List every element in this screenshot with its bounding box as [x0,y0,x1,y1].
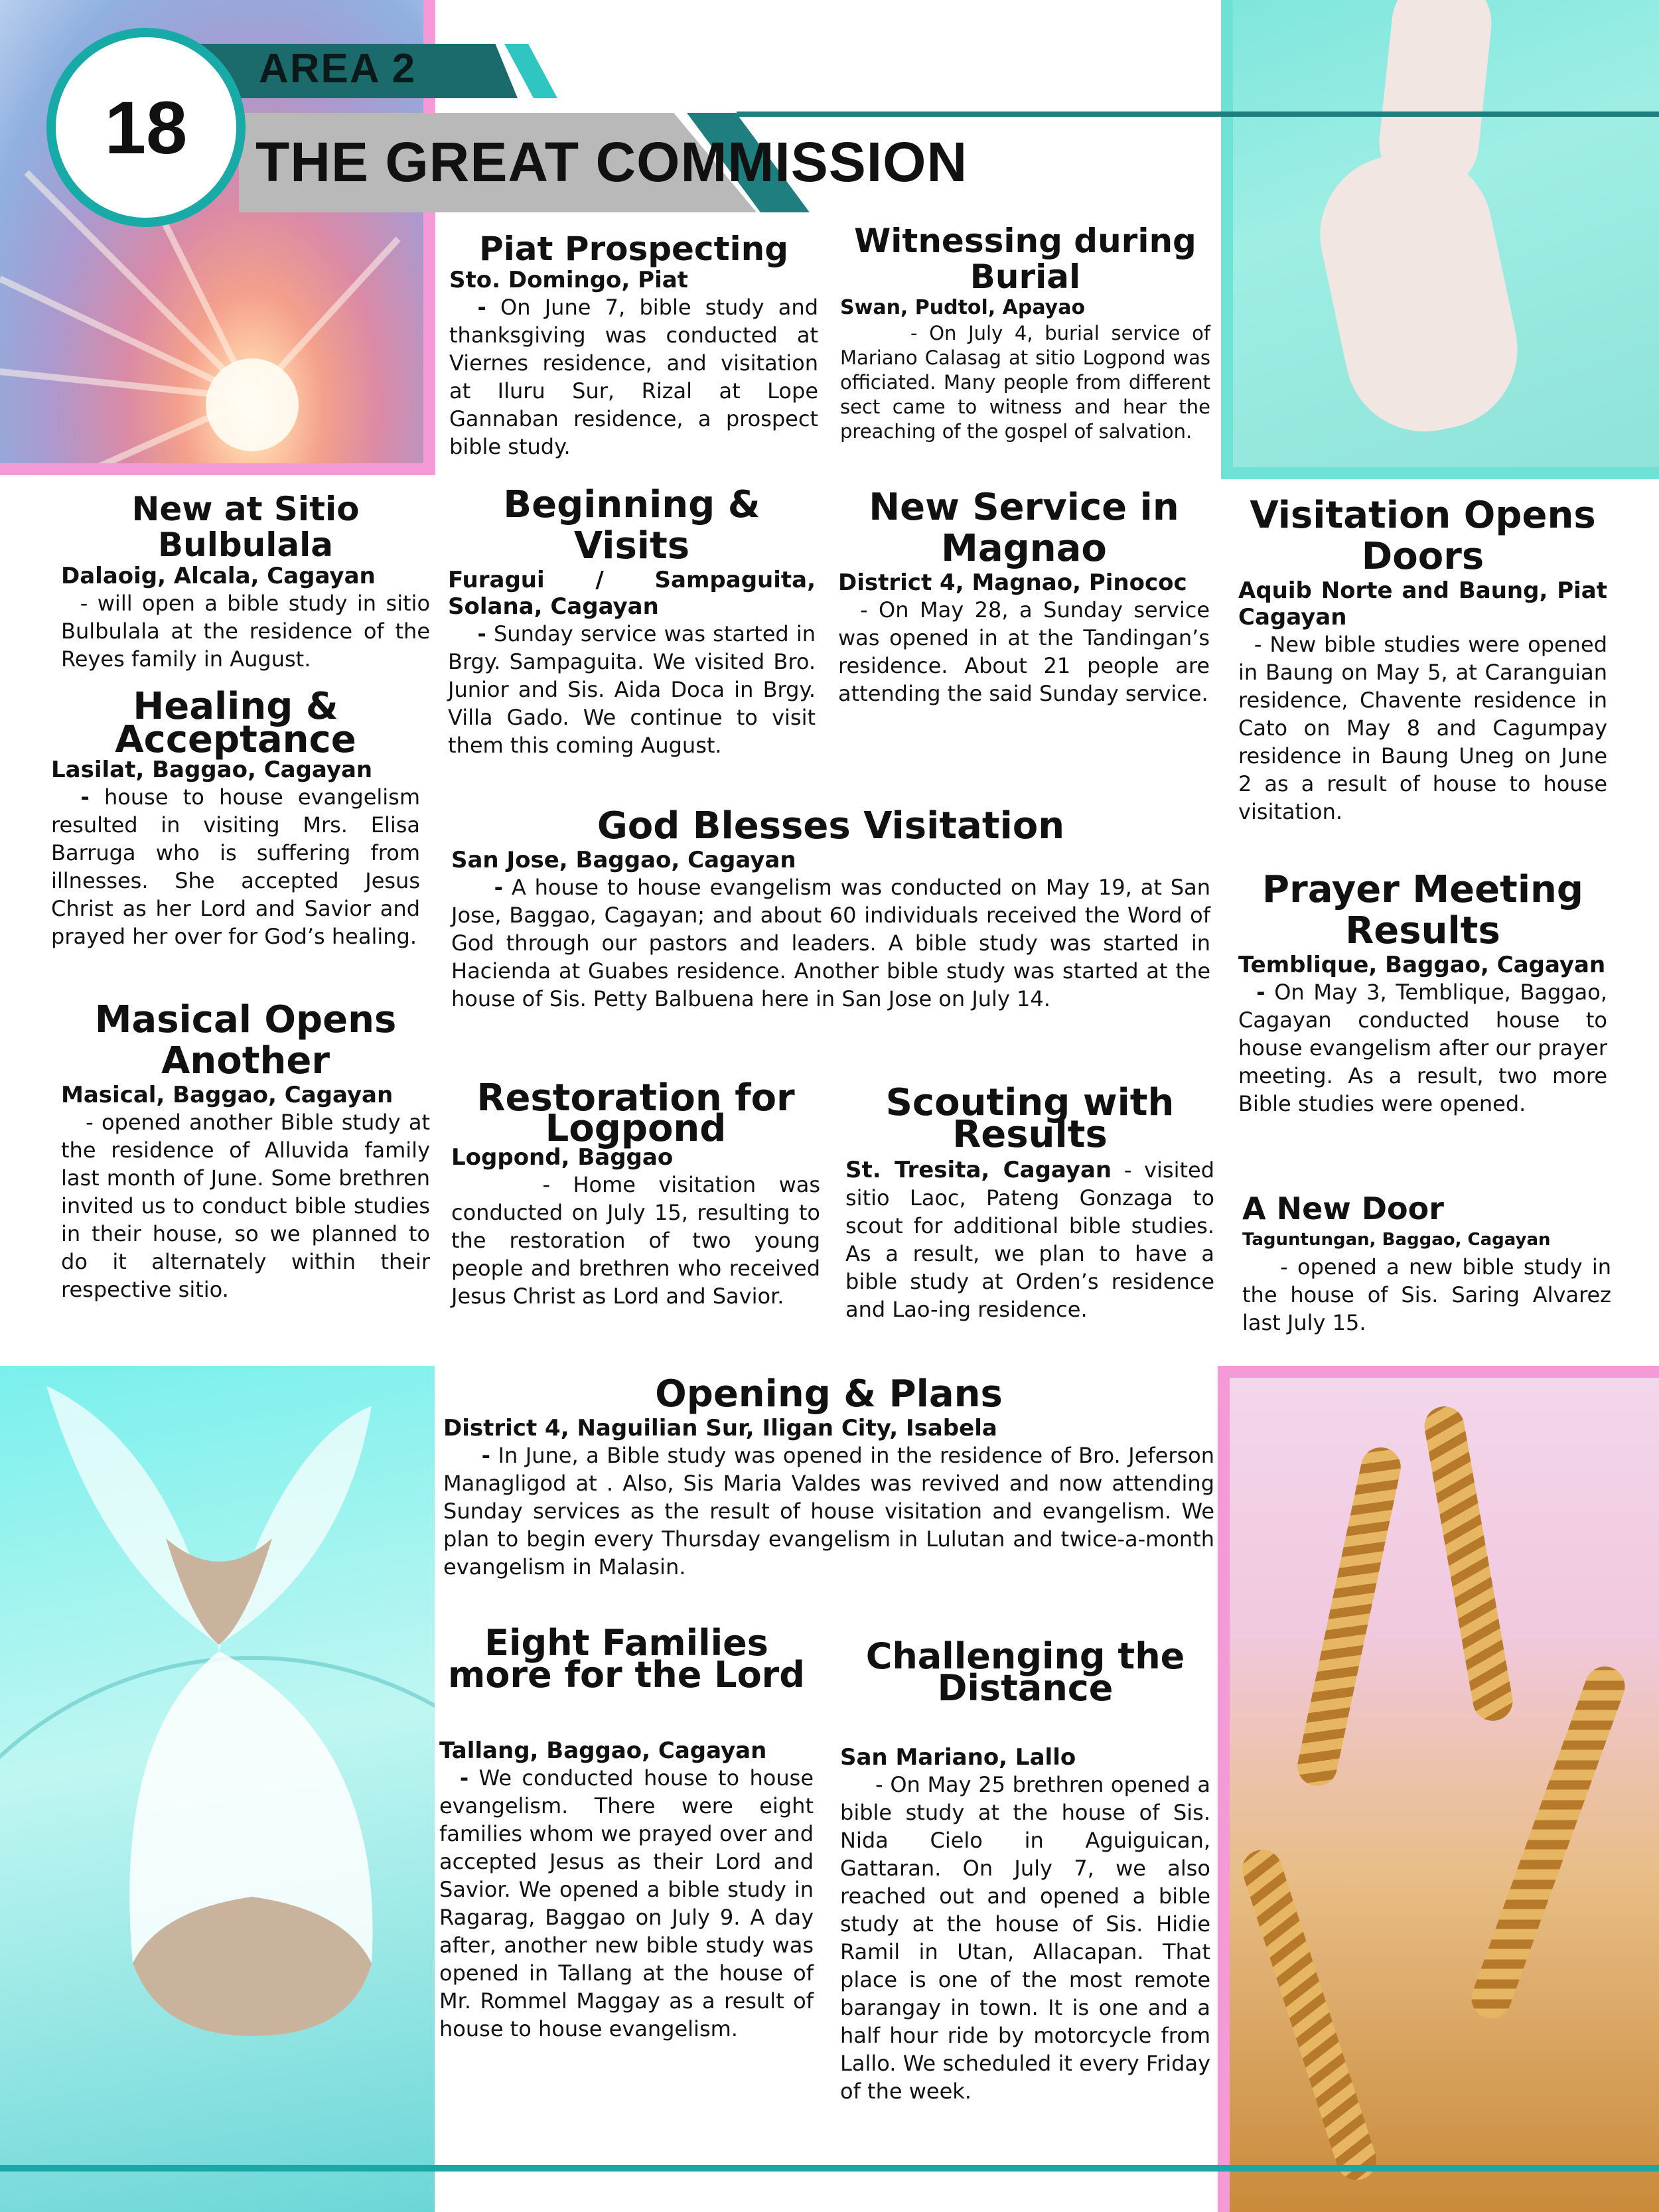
article-location: Lasilat, Baggao, Cagayan [51,757,373,783]
article-title: Prayer Meeting Results [1262,868,1583,952]
area-label: AREA 2 [259,46,417,92]
article-title: Masical Opens Another [94,998,397,1082]
article-body: St. Tresita, Cagayan - visited sitio Laoc, Pateng Gonzaga to scout for additional bible studies. As a result, we plan to have a bible study at Orden’s residence and Lao-ing residence. [845,1157,1215,1322]
article-title: New at Sitio Bulbulala [131,490,360,564]
article-opening-plans [443,1374,1214,1581]
article-healing-acceptance [51,685,421,950]
hourglass-image [0,1366,435,2212]
article-location: San Jose, Baggao, Cagayan [451,847,796,873]
wheat-stalk [1294,1443,1405,1789]
footer-rule [0,2165,1659,2172]
article-title: A New Door [1242,1191,1444,1226]
lower-hand-shape [1305,138,1532,447]
hands-image [1221,0,1659,479]
article-location: Tallang, Baggao, Cagayan [439,1737,767,1764]
header-rule [737,111,1659,117]
article-prayer-meeting-results [1238,869,1607,1118]
wheat-stalk [1237,1844,1382,2185]
article-location: Logpond, Baggao [451,1144,674,1171]
article-title: New Service in Magnao [869,486,1179,570]
article-body: - On June 7, bible study and thanksgiving was conducted at Viernes residence, and visitation at Iluru Sur, Rizal at Lope Gannaban residence, a prospect bible study. [449,295,819,459]
article-challenging-distance [840,1635,1211,2105]
article-location: Furagui / Sampaguita, Solana, Cagayan [448,567,816,620]
article-body: - On May 3, Temblique, Baggao, Cagayan conducted house to house evangelism after our prayer meeting. As a result, two more Bible studies were opened. [1238,980,1608,1116]
article-title: Beginning & Visits [503,483,760,567]
article-location: Masical, Baggao, Cagayan [61,1082,394,1108]
article-location: District 4, Naguilian Sur, Iligan City, Isabela [443,1415,997,1441]
article-location: Aquib Norte and Baung, Piat Cagayan [1238,577,1607,630]
article-title: Eight Families more for the Lord [448,1622,805,1696]
article-body: - A house to house evangelism was conducted on May 19, at San Jose, Baggao, Cagayan; and about 60 individuals received the Word of God through our pastors and leaders. A bible study was started in Hacienda at Guabes residence. Another bible study was started at the house of Sis. Petty Balbuena here in San Jose on July 14. [451,875,1211,1011]
article-masical-opens-another [61,999,430,1303]
wheat-stalk [1421,1403,1516,1724]
article-title: Piat Prospecting [478,230,788,268]
article-title: Healing & Acceptance [115,685,356,761]
section-title: THE GREAT COMMISSION [255,131,968,193]
article-witnessing-burial [840,223,1210,444]
article-body: - We conducted house to house evangelism. There were eight families whom we prayed over and accepted Jesus as their Lord and Savior. We opened a bible study in Ragarag, Baggao on July 9. A day after, another new bible study was opened in Tallang at the house of Mr. Rommel Maggay as a result of house to house evangelism. [439,1765,814,2041]
article-body: - On May 25 brethren opened a bible study at the house of Sis. Nida Cielo in Aguiguican, Gattaran. On July 7, we also reached out and opened a bible study at the house of Sis. Hidie Ramil in Utan, Allacapan. That place is one of the most remote barangay in town. It is one and a half hour ride by motorcycle from Lallo. We scheduled it every Friday of the week. [840,1772,1211,2104]
article-title: Challenging the Distance [865,1635,1185,1709]
article-location: Taguntungan, Baggao, Cagayan [1242,1230,1551,1250]
article-body: - In June, a Bible study was opened in the residence of Bro. Jeferson Managligod at . Also, Sis Maria Valdes was revived and now attending Sunday services as the result of house visitation and evangelism. We plan to begin every Thursday evangelism in Lulutan and twice-a-month evangelism in Malasin. [443,1443,1215,1580]
article-piat-prospecting [449,231,818,461]
article-new-service-magnao [838,487,1210,707]
article-god-blesses-visitation [451,806,1210,1013]
article-body: - opened another Bible study at the residence of Alluvida family last month of June. Some brethren invited us to conduct bible studies in their house, so we planned to do it alternately within their respective sitio. [61,1110,431,1302]
wheat-image [1218,1366,1659,2212]
article-body: - On July 4, burial service of Mariano Calasag at sitio Logpond was officiated. Many people from different sect came to witness and hear the preaching of the gospel of salvation. [840,322,1211,443]
article-body: - opened a new bible study in the house of Sis. Saring Alvarez last July 15. [1242,1254,1612,1335]
article-body: - Home visitation was conducted on July 15, resulting to the restoration of two young people and brethren who received Jesus Christ as Lord and Savior. [451,1172,821,1309]
article-beginning-visits [448,484,816,759]
article-location: Swan, Pudtol, Apayao [840,296,1086,319]
article-location: San Mariano, Lallo [840,1744,1076,1771]
article-title: Scouting with Results [885,1081,1175,1156]
article-body: - will open a bible study in sitio Bulbulala at the residence of the Reyes family in August. [61,591,431,672]
article-restoration-logpond [451,1076,821,1310]
page-number: 18 [104,86,188,169]
article-scouting-results [845,1081,1215,1323]
article-location: Dalaoig, Alcala, Cagayan [61,563,376,589]
article-title: Restoration for Logpond [476,1076,795,1150]
article-a-new-door [1242,1191,1611,1337]
article-location: Sto. Domingo, Piat [449,267,688,293]
article-location: Temblique, Baggao, Cagayan [1238,952,1606,978]
article-visitation-opens-doors [1238,495,1607,826]
hourglass-graphic [0,1366,435,2212]
article-body: - On May 28, a Sunday service was opened in at the Tandingan’s residence. About 21 people are attending the said Sunday service. [838,597,1210,706]
article-location: District 4, Magnao, Pinococ [838,569,1187,596]
article-eight-families [439,1622,814,2043]
article-title: Visitation Opens Doors [1250,494,1596,578]
page-number-badge [46,28,246,227]
article-body: - New bible studies were opened in Baung on May 5, at Caranguian residence, Chavente residence in Cato on May 8 and Cagumpay residence in Baung Uneg on June 2 as a result of house to house visitation. [1238,632,1608,824]
article-title: Witnessing during Burial [854,222,1196,296]
article-title: Opening & Plans [655,1372,1003,1416]
article-body: - Sunday service was started in Brgy. Sampaguita. We visited Bro. Junior and Sis. Aida Doca in Brgy. Villa Gado. We continue to visit them this coming August. [448,621,816,758]
article-body: - house to house evangelism resulted in visiting Mrs. Elisa Barruga who is suffering from illnesses. She accepted Jesus Christ as her Lord and Savior and prayed her over for God’s healing. [51,784,421,949]
article-new-bulbulala [61,491,430,673]
article-title: God Blesses Visitation [597,804,1065,848]
